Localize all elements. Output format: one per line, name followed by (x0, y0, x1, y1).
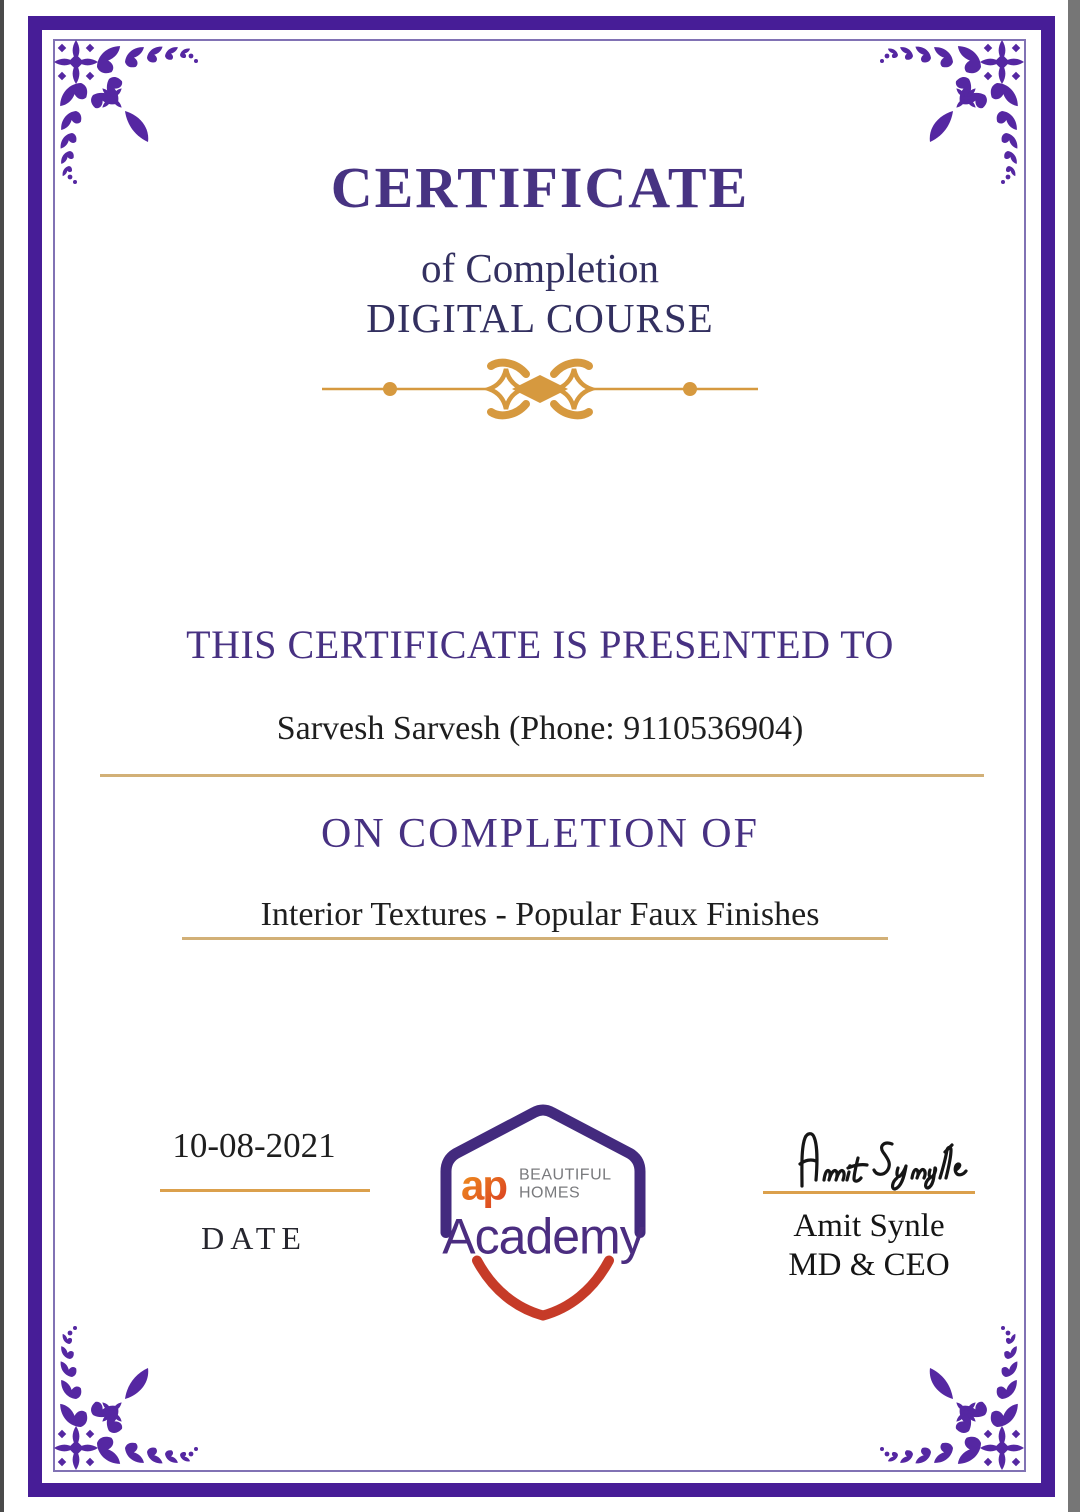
screen-left-edge (0, 0, 4, 1512)
recipient-name: Sarvesh Sarvesh (Phone: 9110536904) (276, 710, 804, 747)
completion-label: ON COMPLETION OF (320, 811, 759, 857)
screen-right-edge (1068, 0, 1080, 1512)
brand-line1: BEAUTIFUL (519, 1166, 612, 1184)
ap-monogram-icon: ap (461, 1161, 507, 1209)
date-line (160, 1189, 370, 1192)
signature-line (763, 1191, 975, 1194)
brand-line2: HOMES (519, 1184, 581, 1202)
recipient-underline (100, 774, 984, 777)
corner-flourish-icon (879, 1325, 1029, 1475)
signer-name: Amit Synle (793, 1208, 945, 1244)
handwritten-signature-icon (780, 1126, 980, 1192)
certificate-title: CERTIFICATE (330, 155, 750, 220)
course-name: Interior Textures - Popular Faux Finishes (260, 896, 820, 933)
academy-wordmark: Academy (442, 1208, 644, 1265)
date-value: 10-08-2021 (172, 1126, 336, 1165)
course-underline (182, 937, 888, 940)
signer-title: MD & CEO (788, 1247, 950, 1283)
shield-bottom-chevron (477, 1261, 609, 1316)
presented-to-label: THIS CERTIFICATE IS PRESENTED TO (186, 622, 894, 667)
certificate-subtitle: of Completion (420, 245, 659, 291)
course-type: DIGITAL COURSE (366, 295, 714, 341)
corner-flourish-icon (49, 1325, 199, 1475)
divider-ornament-icon (320, 356, 760, 422)
academy-shield-logo-icon (433, 1098, 653, 1326)
date-label: DATE (201, 1220, 307, 1256)
